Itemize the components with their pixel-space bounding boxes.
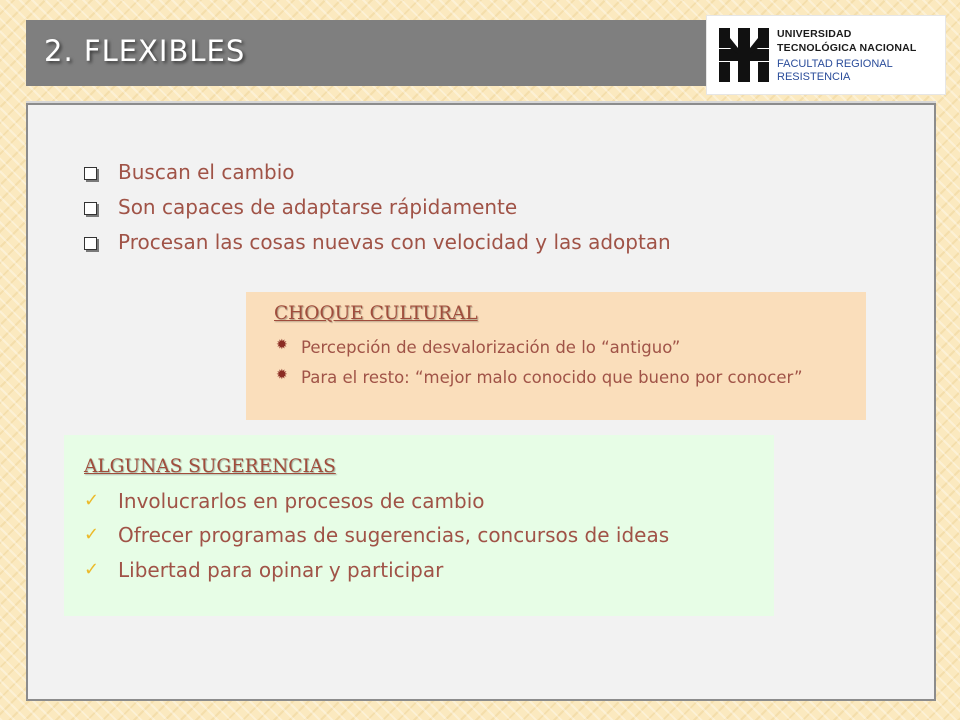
choque-title: CHOQUE CULTURAL	[274, 303, 478, 324]
bullet-text: Buscan el cambio	[118, 160, 295, 184]
sugerencias-title: ALGUNAS SUGERENCIAS	[84, 456, 336, 477]
choque-item-text: Percepción de desvalorización de lo “antiguo”	[301, 338, 681, 357]
logo-text-national: TECNOLÓGICA NACIONAL	[777, 42, 917, 54]
logo-text-faculty: FACULTAD REGIONAL	[777, 58, 893, 70]
bullet-text: Procesan las cosas nuevas con velocidad y las adoptan	[118, 230, 671, 254]
square-bullet-icon	[84, 202, 97, 215]
sugerencias-box	[64, 435, 774, 616]
star-bullet-icon: ✹	[276, 367, 288, 383]
choque-cultural-box	[246, 292, 866, 420]
check-icon: ✓	[84, 524, 100, 545]
check-icon: ✓	[84, 490, 100, 511]
bullet-text: Son capaces de adaptarse rápidamente	[118, 195, 518, 219]
sugerencia-text: Involucrarlos en procesos de cambio	[118, 489, 485, 513]
star-bullet-icon: ✹	[276, 337, 288, 353]
sugerencia-text: Ofrecer programas de sugerencias, concursos de ideas	[118, 523, 670, 547]
logo-text-university: UNIVERSIDAD	[777, 28, 852, 40]
title-bar	[26, 20, 706, 86]
choque-item-text: Para el resto: “mejor malo conocido que bueno por conocer”	[301, 368, 803, 387]
sugerencia-text: Libertad para opinar y participar	[118, 558, 444, 582]
slide-title: 2. FLEXIBLES	[44, 34, 246, 68]
utn-logo	[706, 15, 946, 95]
check-icon: ✓	[84, 559, 100, 580]
square-bullet-icon	[84, 237, 97, 250]
utn-logo-icon	[719, 28, 769, 82]
logo-text-city: RESISTENCIA	[777, 71, 851, 83]
square-bullet-icon	[84, 167, 97, 180]
